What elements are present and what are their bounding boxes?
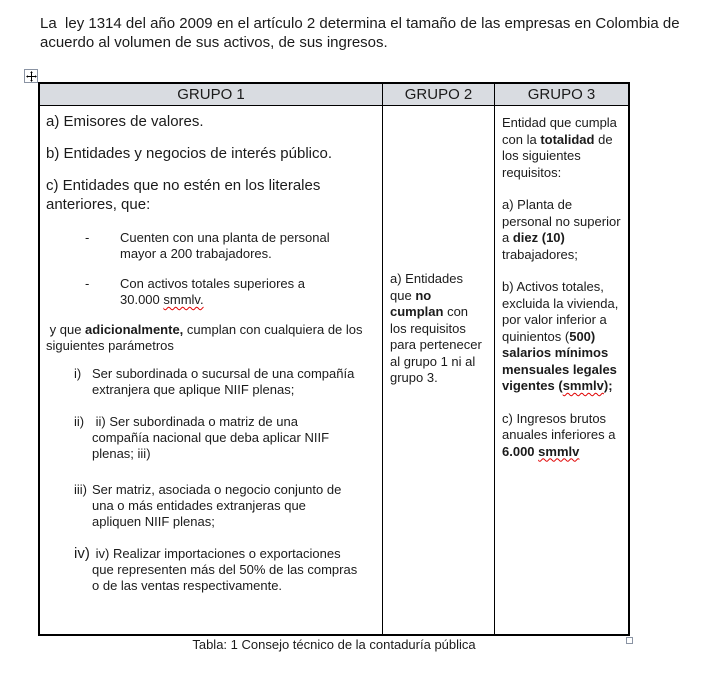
list-item-label: iv) xyxy=(74,545,90,562)
grupo1-dash-item xyxy=(46,230,372,262)
intro-paragraph: La ley 1314 del año 2009 en el artículo 2 determina el tamaño de las empresas en Colombia de acuerdo al volumen de sus activos, de sus ingresos. xyxy=(40,15,684,51)
list-item-label: ii) xyxy=(74,414,85,429)
grupo1-list-item-i xyxy=(46,366,372,398)
grupo1-list-item-iii xyxy=(46,482,372,530)
grupo1-cell xyxy=(40,106,383,634)
grupo1-connector-paragraph: y que adicionalmente, cumplan con cualquiera de los siguientes parámetros xyxy=(46,322,367,353)
grupo3-intro: Entidad que cumpla con la totalidad de los siguientes requisitos: xyxy=(502,115,621,180)
dash-item-text: Con activos totales superiores a 30.000 smmlv. xyxy=(120,276,309,307)
table-caption-row xyxy=(38,634,630,653)
grupo1-item-b: b) Entidades y negocios de interés público. xyxy=(46,145,333,162)
groups-table xyxy=(38,82,630,636)
grupo1-dash-item xyxy=(46,276,372,308)
grupo2-text: a) Entidades que no cumplan con los requisitos para pertenecer al grupo 1 ni al grupo 3. xyxy=(390,271,486,385)
list-item-label: i) xyxy=(74,366,82,381)
dash-item-text: Cuenten con una planta de personal mayor a 200 trabajadores. xyxy=(120,230,334,261)
grupo3-item-c: c) Ingresos brutos anuales inferiores a 6.000 smmlv xyxy=(502,410,620,459)
table-caption: Tabla: 1 Consejo técnico de la contaduría pública xyxy=(192,637,476,652)
header-grupo-1: GRUPO 1 xyxy=(40,84,383,105)
table-body-row xyxy=(40,106,628,634)
list-item-text: Ser subordinada o sucursal de una compañía extranjera que aplique NIIF plenas; xyxy=(92,366,358,397)
list-item-text: Ser matriz, asociada o negocio conjunto de una o más entidades extranjeras que apliquen NIIF plenas; xyxy=(92,482,345,529)
grupo3-cell xyxy=(495,106,628,634)
table-resize-handle[interactable] xyxy=(626,637,633,644)
header-grupo-3: GRUPO 3 xyxy=(527,85,596,103)
grupo1-item-c: c) Entidades que no estén en los literales anteriores, que: xyxy=(46,177,325,213)
arrows-move-icon xyxy=(26,71,37,82)
grupo3-item-b: b) Activos totales, excluida la vivienda, por valor inferior a quinientos (500) salarios mínimos mensuales legales vigentes (smmlv); xyxy=(502,279,622,393)
grupo1-list-item-iv xyxy=(46,546,372,594)
dash-bullet: - xyxy=(85,276,90,291)
list-item-text: ii) Ser subordinada o matriz de una compañía nacional que deba aplicar NIIF plenas; iii) xyxy=(92,414,333,461)
grupo3-item-a: a) Planta de personal no superior a diez (10) trabajadores; xyxy=(502,197,625,262)
list-item-text: iv) Realizar importaciones o exportaciones que representen más del 50% de las compras o de las ventas respectivamente. xyxy=(92,546,361,593)
header-grupo-2: GRUPO 2 xyxy=(383,84,495,105)
list-item-label: iii) xyxy=(74,482,87,497)
grupo2-cell xyxy=(383,106,495,634)
table-move-handle[interactable] xyxy=(24,69,38,83)
table-header-row xyxy=(40,84,628,106)
grupo1-list-item-ii xyxy=(46,414,372,462)
grupo1-item-a: a) Emisores de valores. xyxy=(46,113,204,130)
dash-bullet: - xyxy=(85,230,90,245)
